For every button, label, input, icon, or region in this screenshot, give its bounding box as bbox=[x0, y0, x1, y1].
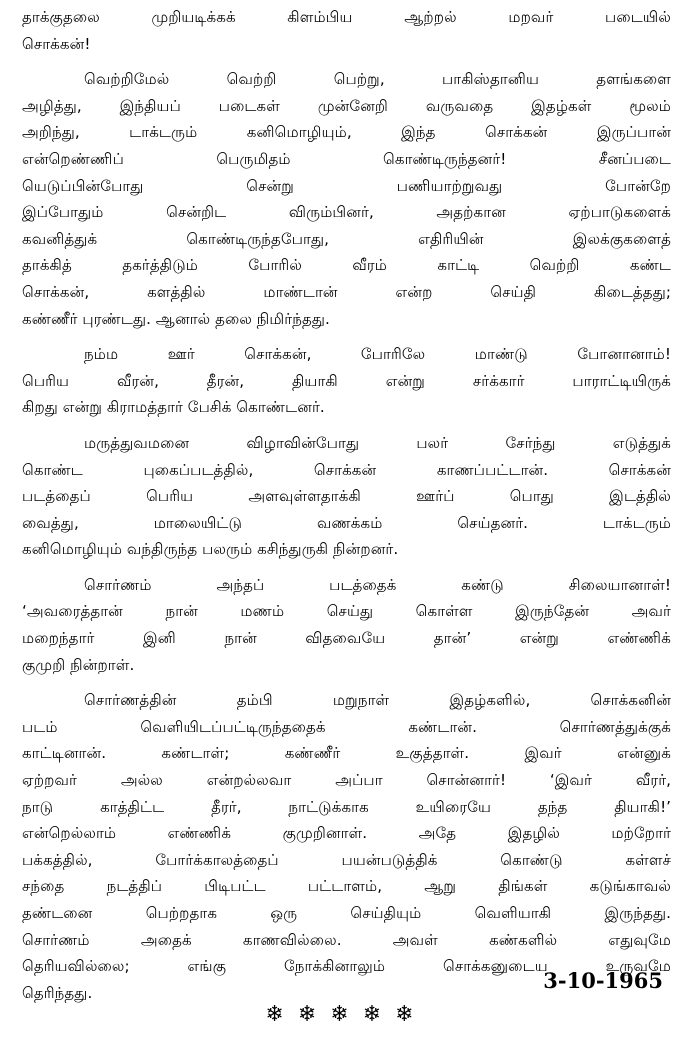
text-line: இப்போதும் சென்றிட விரும்பினர், அதற்கான ஏற்பாடுகளைக் bbox=[22, 203, 671, 222]
text-line: என்றெண்ணிப் பெருமிதம் கொண்டிருந்தனர்! சீனப்படை bbox=[22, 149, 671, 168]
paragraph bbox=[22, 66, 671, 332]
text-line: குமுறி நின்றாள். bbox=[22, 655, 135, 674]
text-line: யெடுப்பின்போது சென்று பணியாற்றுவது போன்றே bbox=[22, 176, 671, 195]
paragraph bbox=[22, 687, 671, 1006]
text-line: வைத்து, மாலையிட்டு வணக்கம் செய்தனர். டாக்டரும் bbox=[22, 513, 671, 532]
text-line: அழித்து, இந்தியப் படைகள் முன்னேறி வருவதை இதழ்கள் மூலம் bbox=[22, 96, 671, 115]
text-line: தெரிந்தது. bbox=[22, 983, 93, 1002]
text-line: நம்ம ஊர் சொக்கன், போரிலே மாண்டு போனானாம்! bbox=[84, 345, 671, 364]
text-line: ‘அவரைத்தான் நான் மணம் செய்து கொள்ள இருந்தேன் அவர் bbox=[22, 602, 671, 621]
paragraph bbox=[22, 572, 671, 678]
text-line: பக்கத்தில், போர்க்காலத்தைப் பயன்படுத்திக் கொண்டு கள்ளச் bbox=[22, 850, 671, 869]
text-line: படத்தைப் பெரிய அளவுள்ளதாக்கி ஊர்ப் பொது இடத்தில் bbox=[22, 487, 671, 506]
text-line: நாடு காத்திட்ட தீரர், நாட்டுக்காக உயிரையே தந்த தியாகி!’ bbox=[22, 797, 671, 816]
text-line: ஏற்றவர் அல்ல என்றல்லவா அப்பா சொன்னார்! ‘இவர் வீரர், bbox=[22, 771, 671, 790]
text-line: வெற்றிமேல் வெற்றி பெற்று, பாகிஸ்தானிய தளங்களை bbox=[84, 70, 671, 89]
body-text bbox=[22, 4, 671, 1006]
text-line: தண்டனை பெற்றதாக ஒரு செய்தியும் வெளியாகி இருந்தது. bbox=[22, 904, 671, 922]
text-line: தாக்கித் தகர்த்திடும் போரில் வீரம் காட்டி வெற்றி கண்ட bbox=[22, 256, 671, 275]
text-line: படம் வெளியிடப்பட்டிருந்ததைக் கண்டான். சொர்ணத்துக்குக் bbox=[22, 717, 671, 736]
text-line: கண்ணீர் புரண்டது. ஆனால் தலை நிமிர்ந்தது. bbox=[22, 309, 330, 328]
date-stamp: 3-10-1965 bbox=[543, 968, 663, 993]
text-line: என்றெல்லாம் எண்ணிக் குமுறினாள். அதே இதழில் மற்றோர் bbox=[22, 824, 671, 843]
paragraph bbox=[22, 341, 671, 421]
text-line: பெரிய வீரன், தீரன், தியாகி என்று சர்க்கார் பாராட்டியிருக் bbox=[22, 371, 671, 390]
text-line: சொர்ணம் அந்தப் படத்தைக் கண்டு சிலையானாள்! bbox=[84, 575, 671, 594]
text-line: சொக்கன், களத்தில் மாண்டான் என்ற செய்தி கிடைத்தது; bbox=[22, 282, 671, 301]
paragraph bbox=[22, 430, 671, 563]
text-line: சொக்கன்! bbox=[22, 34, 91, 53]
text-line: காட்டினான். கண்டாள்; கண்ணீர் உகுத்தாள். இவர் என்னுக் bbox=[22, 744, 671, 763]
paragraph bbox=[22, 4, 671, 57]
text-line: சந்தை நடத்திப் பிடிபட்ட பட்டாளம், ஆறு திங்கள் கடுங்காவல் bbox=[22, 877, 671, 896]
text-line: கவனித்துக் கொண்டிருந்தபோது, எதிரியின் இலக்குகளைத் bbox=[22, 229, 671, 248]
text-line: சொர்ணத்தின் தம்பி மறுநாள் இதழ்களில், சொக்கனின் bbox=[84, 691, 671, 710]
text-line: கிறது என்று கிராமத்தார் பேசிக் கொண்டனர். bbox=[22, 398, 325, 417]
star-separator: ❄❄❄❄❄ bbox=[265, 1002, 428, 1027]
text-line: மறைந்தார் இனி நான் விதவையே தான்’ என்று எண்ணிக் bbox=[22, 629, 671, 648]
text-line: கனிமொழியும் வந்திருந்த பலரும் கசிந்துருகி நின்றனர். bbox=[22, 540, 399, 559]
text-line: கொண்ட புகைப்படத்தில், சொக்கன் காணப்பட்டான். சொக்கன் bbox=[22, 460, 671, 479]
text-line: தாக்குதலை முறியடிக்கக் கிளம்பிய ஆற்றல் மறவர் படையில் bbox=[22, 8, 671, 26]
text-line: சொர்ணம் அதைக் காணவில்லை. அவள் கண்களில் எதுவுமே bbox=[22, 930, 671, 949]
text-line: தெரியவில்லை; எங்கு நோக்கினாலும் சொக்கனுடைய உருவமே bbox=[22, 957, 671, 976]
text-line: அறிந்து, டாக்டரும் கனிமொழியும், இந்த சொக்கன் இருப்பான் bbox=[22, 123, 671, 142]
text-line: மருத்துவமனை விழாவின்போது பலர் சேர்ந்து எடுத்துக் bbox=[84, 433, 671, 452]
